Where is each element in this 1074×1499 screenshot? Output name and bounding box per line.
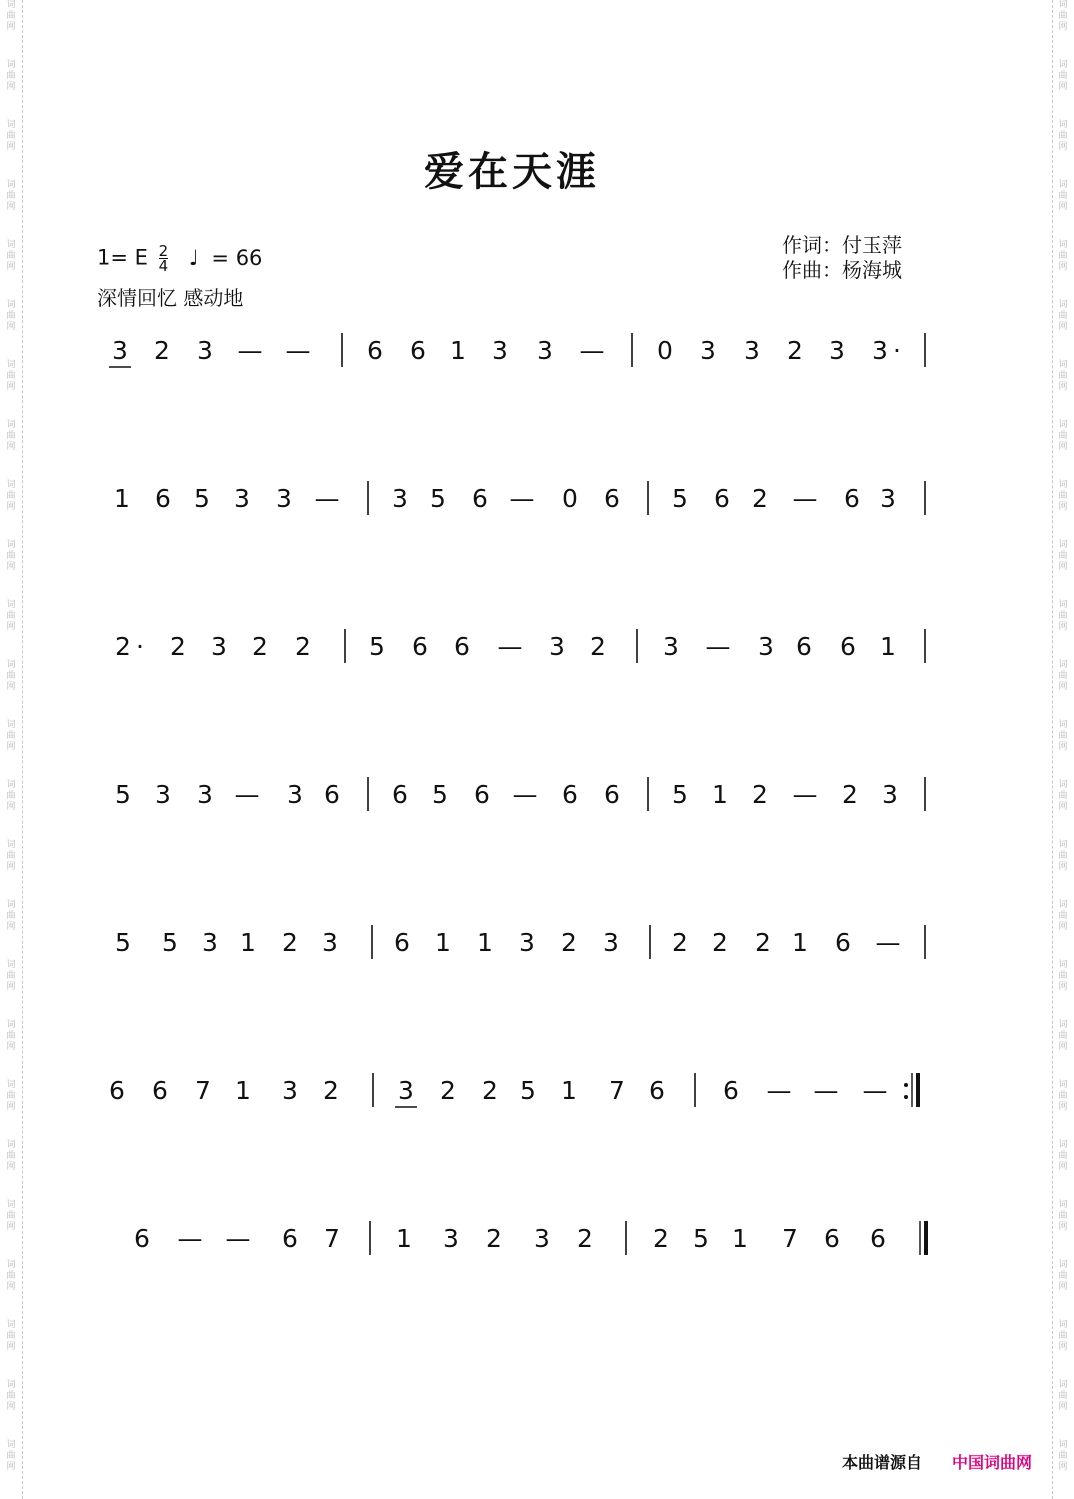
dash-note: — <box>792 780 818 809</box>
note: 6 <box>392 780 408 809</box>
dash-note: — <box>314 484 340 513</box>
note: 3 <box>392 484 408 513</box>
note: 2 <box>440 1076 456 1105</box>
note: 3 <box>155 780 171 809</box>
note: 5 <box>520 1076 536 1105</box>
tempo-value: = 66 <box>211 245 263 270</box>
watermark-char: 曲 <box>1058 71 1068 81</box>
watermark-char: 词 <box>6 1080 16 1090</box>
watermark-char: 网 <box>6 1042 16 1052</box>
note: 6 <box>474 780 490 809</box>
note: 3 <box>549 632 565 661</box>
song-title: 爱在天涯 <box>424 148 600 195</box>
watermark-char: 网 <box>6 322 16 332</box>
watermark-char: 曲 <box>6 731 16 741</box>
watermark-char: 曲 <box>6 1271 16 1281</box>
note: 5 <box>693 1224 709 1253</box>
watermark-char: 网 <box>6 682 16 692</box>
watermark-char: 词 <box>6 420 16 430</box>
note: 5 <box>430 484 446 513</box>
watermark-char: 网 <box>1058 1462 1068 1472</box>
note: 5 <box>672 484 688 513</box>
watermark-char: 曲 <box>6 1211 16 1221</box>
watermark-char: 词 <box>1058 360 1068 370</box>
watermark-char: 曲 <box>6 491 16 501</box>
watermark-char: 网 <box>1058 22 1068 32</box>
watermark-char: 网 <box>1058 742 1068 752</box>
note: 6 <box>714 484 730 513</box>
note: 6 <box>367 336 383 365</box>
note: 1 <box>477 928 493 957</box>
dash-note: — <box>813 1076 839 1105</box>
watermark-char: 词 <box>6 660 16 670</box>
lyricist: 作词：付玉萍 <box>782 233 902 257</box>
watermark-char: 词 <box>1058 1200 1068 1210</box>
note: 3 <box>492 336 508 365</box>
watermark-char: 曲 <box>1058 1031 1068 1041</box>
expression-marking: 深情回忆 感动地 <box>97 286 244 310</box>
note: 1 <box>732 1224 748 1253</box>
note: 6 <box>840 632 856 661</box>
note: 6 <box>604 780 620 809</box>
note: 6 <box>412 632 428 661</box>
watermark-char: 词 <box>1058 120 1068 130</box>
watermark-char: 网 <box>1058 922 1068 932</box>
watermark-char: 曲 <box>6 611 16 621</box>
note: 3 <box>603 928 619 957</box>
watermark-char: 词 <box>1058 840 1068 850</box>
notes <box>109 336 901 1253</box>
watermark-char: 网 <box>6 622 16 632</box>
note: 2 <box>672 928 688 957</box>
note: 6 <box>870 1224 886 1253</box>
note: 6 <box>472 484 488 513</box>
watermark-char: 网 <box>6 382 16 392</box>
watermark-char: 词 <box>6 1140 16 1150</box>
note: 6 <box>824 1224 840 1253</box>
watermark-char: 曲 <box>1058 1211 1068 1221</box>
watermark-char: 词 <box>6 900 16 910</box>
note: 0 <box>657 336 673 365</box>
note: 3 <box>398 1076 414 1105</box>
watermark-char: 网 <box>6 1402 16 1412</box>
watermark-char: 曲 <box>1058 311 1068 321</box>
note: 5 <box>194 484 210 513</box>
note: 1 <box>435 928 451 957</box>
watermark-char: 曲 <box>1058 551 1068 561</box>
note: 1 <box>235 1076 251 1105</box>
watermark-char: 曲 <box>6 911 16 921</box>
note: 2 <box>561 928 577 957</box>
source-site-link[interactable]: 中国词曲网 <box>952 1453 1033 1472</box>
note: 1 <box>396 1224 412 1253</box>
watermark-char: 词 <box>1058 1320 1068 1330</box>
note: 0 <box>562 484 578 513</box>
watermark-char: 曲 <box>6 671 16 681</box>
note: 6 <box>134 1224 150 1253</box>
key-label: 1= E <box>97 245 148 270</box>
note: 3 <box>880 484 896 513</box>
watermark-char: 词 <box>1058 540 1068 550</box>
watermark-char: 词 <box>1058 660 1068 670</box>
dash-note: — <box>766 1076 792 1105</box>
watermark-char: 曲 <box>6 1151 16 1161</box>
quarter-note-icon: ♩ <box>188 245 199 270</box>
watermark-char: 网 <box>1058 622 1068 632</box>
watermark-char: 词 <box>6 720 16 730</box>
watermark-char: 曲 <box>1058 191 1068 201</box>
note: 3 <box>534 1224 550 1253</box>
note: 6 <box>454 632 470 661</box>
watermark-char: 网 <box>1058 982 1068 992</box>
watermark-char: 曲 <box>6 131 16 141</box>
dash-note: — <box>237 336 263 365</box>
watermark-char: 词 <box>6 240 16 250</box>
note: 5 <box>369 632 385 661</box>
watermark-char: 网 <box>6 1162 16 1172</box>
watermark-char: 曲 <box>1058 1151 1068 1161</box>
note: 2 <box>154 336 170 365</box>
note: 6 <box>324 780 340 809</box>
watermark-char: 词 <box>1058 480 1068 490</box>
watermark-char: 词 <box>1058 1380 1068 1390</box>
note: 3 <box>519 928 535 957</box>
watermark-char: 曲 <box>6 551 16 561</box>
watermark-char: 曲 <box>1058 431 1068 441</box>
watermark-char: 词 <box>6 360 16 370</box>
watermark-char: 曲 <box>1058 1271 1068 1281</box>
watermark-char: 词 <box>6 600 16 610</box>
time-signature-top: 2 <box>158 242 169 260</box>
watermark-char: 词 <box>1058 1020 1068 1030</box>
note: 5 <box>162 928 178 957</box>
watermark-char: 网 <box>6 82 16 92</box>
watermark-char: 曲 <box>1058 1391 1068 1401</box>
dash-note: — <box>512 780 538 809</box>
dash-note: — <box>234 780 260 809</box>
watermark-char: 词 <box>6 1020 16 1030</box>
note: 2 <box>712 928 728 957</box>
note: 1 <box>240 928 256 957</box>
watermark-char: 曲 <box>6 311 16 321</box>
note: 3 <box>872 336 888 365</box>
watermark-char: 曲 <box>1058 791 1068 801</box>
watermark-char: 网 <box>1058 682 1068 692</box>
dash-note: — <box>792 484 818 513</box>
note: 2 <box>115 632 131 661</box>
note: 1 <box>561 1076 577 1105</box>
dash-note: — <box>177 1224 203 1253</box>
watermark-char: 网 <box>6 922 16 932</box>
watermark-char: 词 <box>6 60 16 70</box>
watermark-char: 词 <box>1058 1140 1068 1150</box>
watermark-char: 曲 <box>1058 1451 1068 1461</box>
note: 6 <box>604 484 620 513</box>
watermark-char: 词 <box>6 1260 16 1270</box>
watermark-char: 曲 <box>1058 911 1068 921</box>
watermark-char: 曲 <box>1058 131 1068 141</box>
watermark-char: 词 <box>1058 960 1068 970</box>
watermark-char: 网 <box>6 202 16 212</box>
watermark-char: 曲 <box>1058 11 1068 21</box>
watermark-char: 词 <box>6 540 16 550</box>
note: 2 <box>170 632 186 661</box>
note: 5 <box>115 780 131 809</box>
watermark-char: 网 <box>1058 1162 1068 1172</box>
watermark-char: 网 <box>1058 802 1068 812</box>
note: 2 <box>295 632 311 661</box>
watermark-char: 词 <box>6 1440 16 1450</box>
note: 6 <box>723 1076 739 1105</box>
watermark-char: 网 <box>6 142 16 152</box>
note: 2 <box>752 780 768 809</box>
watermark-char: 曲 <box>1058 611 1068 621</box>
watermark-char: 曲 <box>6 1031 16 1041</box>
note: 3 <box>112 336 128 365</box>
watermark-char: 网 <box>6 802 16 812</box>
note: 3 <box>663 632 679 661</box>
note: 2 <box>323 1076 339 1105</box>
watermark-char: 词 <box>1058 1440 1068 1450</box>
watermark-char: 词 <box>1058 300 1068 310</box>
watermark-char: 网 <box>1058 442 1068 452</box>
watermark-char: 曲 <box>1058 491 1068 501</box>
watermark-char: 词 <box>1058 240 1068 250</box>
note: 3 <box>443 1224 459 1253</box>
note: 1 <box>712 780 728 809</box>
watermark-char: 网 <box>6 862 16 872</box>
watermark-char: 网 <box>1058 1042 1068 1052</box>
time-signature-bottom: 4 <box>158 257 169 275</box>
watermark-char: 网 <box>6 562 16 572</box>
note: 6 <box>844 484 860 513</box>
dash-note: — <box>705 632 731 661</box>
watermark-char: 曲 <box>1058 251 1068 261</box>
watermark-char: 网 <box>1058 862 1068 872</box>
watermark-char: 曲 <box>6 851 16 861</box>
watermark-char: 网 <box>1058 382 1068 392</box>
watermark-char: 网 <box>6 22 16 32</box>
watermark-char: 词 <box>6 840 16 850</box>
note: 6 <box>562 780 578 809</box>
watermark-char: 网 <box>6 1342 16 1352</box>
note: 3 <box>744 336 760 365</box>
watermark-char: 网 <box>6 1282 16 1292</box>
watermark-char: 词 <box>6 780 16 790</box>
note: 6 <box>796 632 812 661</box>
watermark-char: 曲 <box>1058 1331 1068 1341</box>
note: 5 <box>115 928 131 957</box>
note: 1 <box>114 484 130 513</box>
note: 2 <box>577 1224 593 1253</box>
note: 3 <box>882 780 898 809</box>
watermark-char: 网 <box>6 982 16 992</box>
watermark-char: 词 <box>1058 60 1068 70</box>
watermark-char: 网 <box>1058 1102 1068 1112</box>
watermark-char: 网 <box>6 442 16 452</box>
watermark-char: 词 <box>6 1320 16 1330</box>
watermark-char: 曲 <box>6 1331 16 1341</box>
watermark-char: 网 <box>1058 142 1068 152</box>
note: 3 <box>197 780 213 809</box>
note: 2 <box>653 1224 669 1253</box>
note: 5 <box>432 780 448 809</box>
dash-note: — <box>225 1224 251 1253</box>
watermark-char: 曲 <box>1058 731 1068 741</box>
watermark-char: 网 <box>1058 262 1068 272</box>
note: 6 <box>109 1076 125 1105</box>
note: 2 <box>787 336 803 365</box>
note: 1 <box>450 336 466 365</box>
watermark-char: 曲 <box>6 791 16 801</box>
watermark-char: 词 <box>6 0 16 10</box>
watermark-char: 词 <box>1058 1080 1068 1090</box>
watermark-char: 网 <box>1058 202 1068 212</box>
watermark-char: 网 <box>1058 82 1068 92</box>
note: 3 <box>537 336 553 365</box>
note: 3 <box>287 780 303 809</box>
note: 3 <box>276 484 292 513</box>
watermark-char: 网 <box>1058 1402 1068 1412</box>
watermark-char: 网 <box>1058 322 1068 332</box>
watermark-char: 曲 <box>1058 971 1068 981</box>
watermark-char: 词 <box>1058 720 1068 730</box>
note: 6 <box>649 1076 665 1105</box>
watermark-char: 曲 <box>6 251 16 261</box>
note: 2 <box>842 780 858 809</box>
dash-note: — <box>285 336 311 365</box>
watermark-char: 网 <box>1058 562 1068 572</box>
watermark-char: 词 <box>6 960 16 970</box>
note: 2 <box>482 1076 498 1105</box>
dot-note: · <box>893 336 901 365</box>
watermark-char: 词 <box>1058 900 1068 910</box>
watermark-char: 曲 <box>6 971 16 981</box>
dash-note: — <box>875 928 901 957</box>
watermark-char: 词 <box>6 180 16 190</box>
watermark-char: 词 <box>6 1200 16 1210</box>
note: 2 <box>282 928 298 957</box>
composer: 作曲：杨海城 <box>782 258 902 282</box>
watermark-char: 曲 <box>1058 371 1068 381</box>
watermark-char: 词 <box>1058 1260 1068 1270</box>
watermark-char: 曲 <box>6 431 16 441</box>
note: 7 <box>782 1224 798 1253</box>
note: 3 <box>197 336 213 365</box>
watermark-char: 网 <box>6 502 16 512</box>
watermark-char: 词 <box>1058 420 1068 430</box>
watermark-char: 曲 <box>6 71 16 81</box>
note: 6 <box>155 484 171 513</box>
watermark-char: 词 <box>6 300 16 310</box>
note: 1 <box>880 632 896 661</box>
dash-note: — <box>509 484 535 513</box>
note: 3 <box>202 928 218 957</box>
watermark-char: 曲 <box>1058 671 1068 681</box>
watermark-char: 曲 <box>6 11 16 21</box>
dash-note: — <box>862 1076 888 1105</box>
watermark-char: 词 <box>1058 0 1068 10</box>
watermark-char: 网 <box>1058 502 1068 512</box>
repeat-dot <box>904 1083 908 1087</box>
note: 7 <box>609 1076 625 1105</box>
note: 7 <box>195 1076 211 1105</box>
note: 7 <box>324 1224 340 1253</box>
note: 2 <box>252 632 268 661</box>
watermark-char: 网 <box>6 1102 16 1112</box>
note: 6 <box>410 336 426 365</box>
note: 2 <box>486 1224 502 1253</box>
note: 3 <box>322 928 338 957</box>
watermark-char: 词 <box>6 1380 16 1390</box>
repeat-dot <box>904 1095 908 1099</box>
note: 2 <box>752 484 768 513</box>
watermark-char: 曲 <box>6 1451 16 1461</box>
note: 1 <box>792 928 808 957</box>
note: 3 <box>234 484 250 513</box>
note: 6 <box>152 1076 168 1105</box>
note: 2 <box>590 632 606 661</box>
note: 2 <box>755 928 771 957</box>
note: 3 <box>211 632 227 661</box>
watermark-char: 词 <box>1058 780 1068 790</box>
watermark-char: 曲 <box>6 1091 16 1101</box>
note: 6 <box>282 1224 298 1253</box>
dash-note: — <box>579 336 605 365</box>
watermark-char: 曲 <box>1058 851 1068 861</box>
watermark-char: 网 <box>6 742 16 752</box>
note: 3 <box>758 632 774 661</box>
watermark-char: 词 <box>1058 180 1068 190</box>
watermark-char: 曲 <box>6 191 16 201</box>
note: 6 <box>835 928 851 957</box>
watermark-char: 词 <box>6 120 16 130</box>
watermark-char: 词 <box>1058 600 1068 610</box>
note: 5 <box>672 780 688 809</box>
watermark-char: 曲 <box>1058 1091 1068 1101</box>
source-label: 本曲谱源自 <box>842 1453 923 1472</box>
watermark-char: 网 <box>6 1462 16 1472</box>
watermark-char: 曲 <box>6 1391 16 1401</box>
watermark-char: 网 <box>1058 1342 1068 1352</box>
watermark-char: 网 <box>1058 1282 1068 1292</box>
watermark-char: 词 <box>6 480 16 490</box>
note: 6 <box>394 928 410 957</box>
note: 3 <box>829 336 845 365</box>
underlines-dots-slurs <box>109 367 417 1107</box>
note: 3 <box>282 1076 298 1105</box>
watermark-char: 网 <box>1058 1222 1068 1232</box>
dash-note: — <box>497 632 523 661</box>
watermark-char: 网 <box>6 262 16 272</box>
watermark-char: 曲 <box>6 371 16 381</box>
watermark-char: 网 <box>6 1222 16 1232</box>
note: 3 <box>700 336 716 365</box>
dot-note: · <box>136 632 144 661</box>
